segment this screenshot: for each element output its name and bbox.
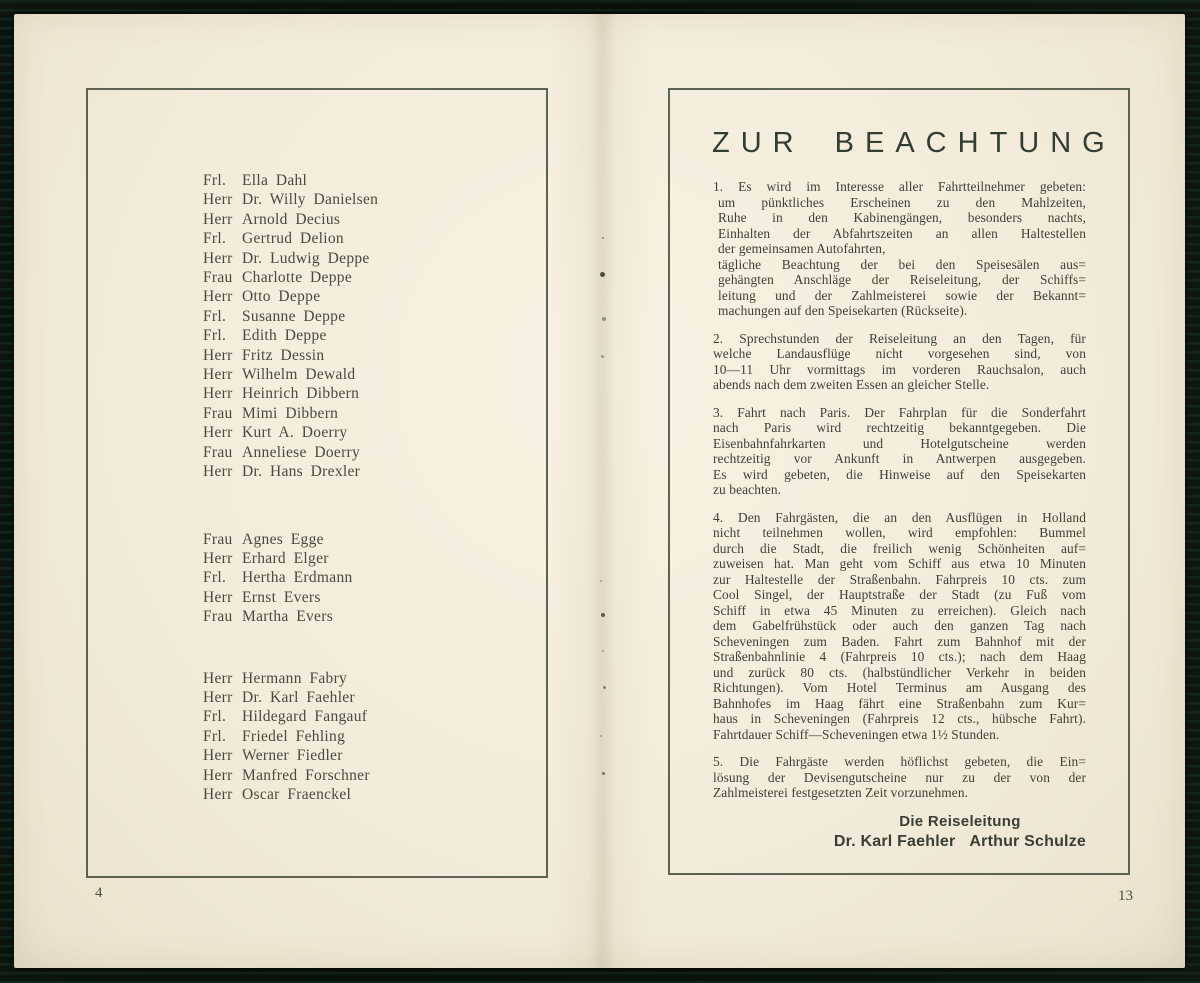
- passenger-name: Erhard Elger: [242, 549, 329, 567]
- paragraph-line: durch die Stadt, die freilich wenig Schönheiten auf=: [713, 540, 1086, 556]
- paragraph-line: Straßenbahnlinie 4 (Fahrpreis 10 cts.); nach dem Haag: [713, 649, 1086, 664]
- passenger-name: Dr. Karl Faehler: [242, 688, 355, 706]
- paragraph-line: 2. Sprechstunden der Reiseleitung an den Tagen, für: [713, 330, 1086, 346]
- passenger-salutation: Frl.: [203, 708, 227, 726]
- passenger-list: [203, 171, 378, 804]
- passenger-salutation: Frl.: [203, 569, 227, 587]
- passenger-row: [203, 766, 378, 785]
- passenger-name: Arnold Decius: [242, 210, 341, 228]
- passenger-name: Mimi Dibbern: [242, 404, 339, 422]
- passenger-row: [203, 307, 378, 326]
- notice-paragraphs: [713, 179, 1086, 852]
- passenger-name: Manfred Forschner: [242, 766, 370, 784]
- paragraph-line: abends nach dem zweiten Essen an gleicher Stelle.: [713, 377, 990, 392]
- passenger-name: Dr. Hans Drexler: [242, 463, 361, 481]
- signature-names: [834, 831, 1086, 852]
- paragraph-line: machungen auf den Speisekarten (Rückseite).: [718, 303, 968, 318]
- passenger-name: Dr. Willy Danielsen: [242, 191, 379, 209]
- passenger-row: [203, 588, 378, 607]
- passenger-salutation: Herr: [203, 366, 233, 384]
- paragraph-line: der gemeinsamen Autofahrten,: [718, 241, 886, 256]
- paragraph-line: Cool Singel, der Hauptstraße der Stadt (zu Fuß vom: [713, 587, 1086, 602]
- passenger-row: [203, 549, 378, 568]
- passenger-salutation: Herr: [203, 191, 233, 209]
- passenger-row: [203, 249, 378, 268]
- paragraph-line: Fahrtdauer Schiff—Scheveningen etwa 1½ Stunden.: [713, 726, 1000, 742]
- paragraph-line: 5. Die Fahrgäste werden höflichst gebeten, die Ein=: [713, 754, 1086, 769]
- passenger-name: Werner Fiedler: [242, 747, 343, 765]
- passenger-salutation: Herr: [203, 385, 233, 403]
- page-number-left: 4: [95, 885, 103, 901]
- paragraph-line: nicht teilnehmen wollen, wird empfohlen: Bummel: [713, 525, 1086, 540]
- passenger-name: Gertrud Delion: [242, 230, 344, 248]
- passenger-name: Charlotte Deppe: [242, 269, 353, 287]
- passenger-row: [203, 443, 378, 462]
- passenger-salutation: Herr: [203, 424, 233, 442]
- passenger-row: [203, 568, 378, 587]
- passenger-row: [203, 404, 378, 423]
- passenger-salutation: Herr: [203, 549, 233, 567]
- page-title: ZUR BEACHTUNG: [712, 127, 1116, 159]
- paragraph-line: 10—11 Uhr vormittags im vorderen Rauchsalon, auch: [713, 361, 1086, 377]
- passenger-group: [203, 171, 378, 482]
- paragraph-line: Einhalten der Abfahrtszeiten an allen Haltestellen: [718, 225, 1086, 241]
- gutter-speck: [602, 650, 604, 652]
- paragraph-line: welche Landausflüge nicht vorgesehen sind, von: [713, 346, 1086, 361]
- passenger-name: Hildegard Fangauf: [242, 708, 368, 726]
- passenger-salutation: Herr: [203, 747, 233, 765]
- passenger-salutation: Frau: [203, 443, 233, 461]
- passenger-salutation: Herr: [203, 669, 233, 687]
- paragraph-line: gehängten Anschläge der Reiseleitung, der Schiffs=: [718, 272, 1086, 287]
- paragraph-line: zu beachten.: [713, 482, 782, 497]
- passenger-row: [203, 346, 378, 365]
- passenger-name: Fritz Dessin: [242, 346, 325, 364]
- gutter-speck: [602, 237, 604, 239]
- gutter-speck: [600, 272, 605, 277]
- paragraph-line: rechtzeitig vor Ankunft in Antwerpen ausgegeben.: [713, 451, 1086, 466]
- passenger-row: [203, 707, 378, 726]
- passenger-name: Friedel Fehling: [242, 727, 346, 745]
- passenger-salutation: Herr: [203, 588, 233, 606]
- paragraph-line: 3. Fahrt nach Paris. Der Fahrplan für die Sonderfahrt: [713, 404, 1086, 420]
- notice-paragraph: [713, 179, 1086, 319]
- passenger-salutation: Frl.: [203, 230, 227, 248]
- paragraph-line: Richtungen). Vom Hotel Terminus am Ausgang des: [713, 680, 1086, 695]
- passenger-name: Anneliese Doerry: [242, 443, 361, 461]
- paragraph-line: leitung und der Zahlmeisterei sowie der Bekannt=: [718, 287, 1086, 303]
- paragraph-line: haus in Scheveningen (Fahrpreis 12 cts., hübsche Fahrt).: [713, 711, 1086, 726]
- passenger-name: Oscar Fraenckel: [242, 785, 352, 803]
- paragraph-line: und zurück 80 cts. (halbstündlicher Verkehr in beiden: [713, 664, 1086, 680]
- passenger-row: [203, 688, 378, 707]
- paper-spread: [14, 14, 1185, 968]
- paragraph-line: zur Haltestelle der Straßenbahn. Fahrpreis 10 cts. zum: [713, 571, 1086, 587]
- paragraph-line: 4. Den Fahrgästen, die an den Ausflügen in Holland: [713, 509, 1086, 525]
- gutter-speck: [601, 355, 604, 358]
- passenger-salutation: Frl.: [203, 307, 227, 325]
- passenger-name: Martha Evers: [242, 608, 334, 626]
- passenger-salutation: Frau: [203, 269, 233, 287]
- paragraph-line: lösung der Devisengutscheine nur zu der von der: [713, 769, 1086, 785]
- passenger-row: [203, 462, 378, 481]
- paragraph-line: Zahlmeisterei festgesetzten Zeit vorzunehmen.: [713, 785, 969, 800]
- signature-role: Die Reiseleitung: [899, 812, 1021, 830]
- passenger-salutation: Frl.: [203, 172, 227, 189]
- passenger-name: Wilhelm Dewald: [242, 366, 356, 384]
- paragraph-line: Bahnhofes im Haag fährt eine Straßenbahn zum Kur=: [713, 695, 1086, 711]
- passenger-row: [203, 190, 378, 209]
- passenger-row: [203, 326, 378, 345]
- paragraph-line: Es wird gebeten, die Hinweise auf den Speisekarten: [713, 466, 1086, 482]
- passenger-row: [203, 384, 378, 403]
- passenger-salutation: Herr: [203, 249, 233, 267]
- passenger-salutation: Herr: [203, 463, 233, 481]
- passenger-salutation: Herr: [203, 766, 233, 784]
- passenger-row: [203, 669, 378, 688]
- passenger-salutation: Frl.: [203, 727, 227, 745]
- passenger-name: Agnes Egge: [242, 530, 324, 548]
- passenger-row: [203, 171, 378, 190]
- paragraph-line: Eisenbahnfahrkarten und Hotelgutscheine werden: [713, 435, 1086, 451]
- passenger-name: Susanne Deppe: [242, 307, 346, 325]
- passenger-row: [203, 210, 378, 229]
- signature-block: [834, 813, 1086, 852]
- passenger-name: Ella Dahl: [242, 172, 308, 189]
- gutter-speck: [600, 580, 602, 582]
- paragraph-line: tägliche Beachtung der bei den Speisesälen aus=: [718, 256, 1086, 272]
- paragraph-line: 1. Es wird im Interesse aller Fahrtteilnehmer gebeten:: [713, 179, 1086, 194]
- passenger-salutation: Frl.: [203, 327, 227, 345]
- passenger-name: Dr. Ludwig Deppe: [242, 249, 370, 267]
- paragraph-line: Schiff in etwa 45 Minuten zu erreichen). Gleich nach: [713, 602, 1086, 618]
- paragraph-line: Ruhe in den Kabinengängen, besonders nachts,: [718, 210, 1086, 225]
- passenger-row: [203, 229, 378, 248]
- paragraph-line: um pünktliches Erscheinen zu den Mahlzeiten,: [718, 194, 1086, 210]
- signature-name-1: Dr. Karl Faehler: [833, 832, 956, 850]
- passenger-row: [203, 287, 378, 306]
- passenger-name: Hermann Fabry: [242, 669, 348, 687]
- gutter-speck: [601, 613, 605, 617]
- passenger-row: [203, 423, 378, 442]
- passenger-group: [203, 530, 378, 627]
- paragraph-line: dem Gabelfrühstück oder auch den ganzen Tag nach: [713, 618, 1086, 633]
- passenger-group: [203, 669, 378, 805]
- notice-paragraph: [713, 405, 1086, 498]
- passenger-salutation: Herr: [203, 346, 233, 364]
- passenger-salutation: Frau: [203, 530, 233, 548]
- passenger-row: [203, 746, 378, 765]
- passenger-row: [203, 727, 378, 746]
- passenger-name: Ernst Evers: [242, 588, 321, 606]
- paragraph-line: Scheveningen zum Baden. Fahrt zum Bahnhof mit der: [713, 633, 1086, 649]
- gutter-speck: [602, 317, 606, 321]
- passenger-name: Heinrich Dibbern: [242, 385, 360, 403]
- passenger-row: [203, 365, 378, 384]
- gutter-speck: [602, 772, 605, 775]
- passenger-salutation: Herr: [203, 785, 233, 803]
- passenger-row: [203, 607, 378, 626]
- gutter-fold: [550, 14, 650, 968]
- paragraph-line: nach Paris wird rechtzeitig bekanntgegeben. Die: [713, 420, 1086, 435]
- gutter-speck: [600, 735, 602, 737]
- notice-paragraph: [713, 331, 1086, 393]
- passenger-name: Hertha Erdmann: [242, 569, 353, 587]
- passenger-name: Edith Deppe: [242, 327, 327, 345]
- notice-paragraph: [713, 754, 1086, 801]
- passenger-salutation: Frau: [203, 608, 233, 626]
- signature-name-2: Arthur Schulze: [969, 832, 1086, 850]
- passenger-salutation: Herr: [203, 288, 233, 306]
- paragraph-line: zuweisen hat. Man geht vom Schiff aus etwa 10 Minuten: [713, 556, 1086, 571]
- page-number-right: 13: [1118, 888, 1133, 904]
- passenger-name: Otto Deppe: [242, 288, 321, 306]
- passenger-row: [203, 785, 378, 804]
- passenger-salutation: Herr: [203, 210, 233, 228]
- passenger-salutation: Herr: [203, 688, 233, 706]
- passenger-name: Kurt A. Doerry: [242, 424, 348, 442]
- passenger-salutation: Frau: [203, 404, 233, 422]
- notice-paragraph: [713, 510, 1086, 743]
- passenger-row: [203, 268, 378, 287]
- gutter-speck: [603, 686, 606, 689]
- passenger-row: [203, 530, 378, 549]
